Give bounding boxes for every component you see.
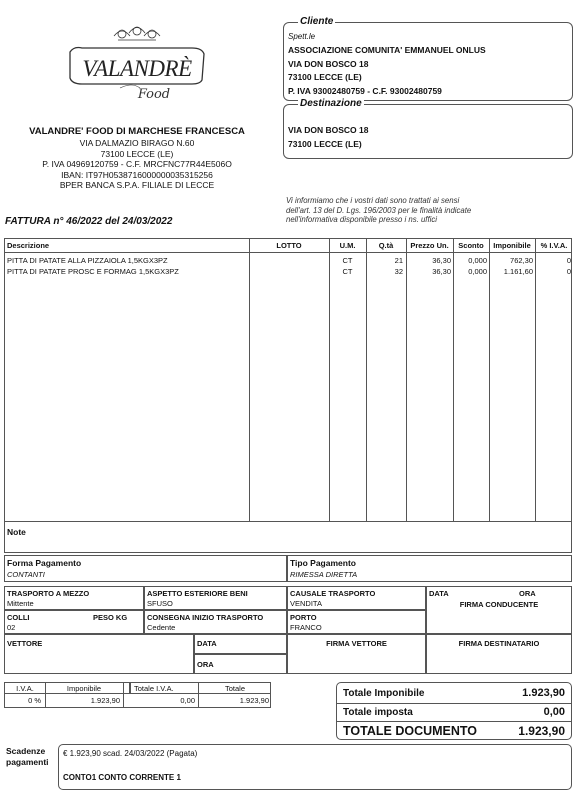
tipo-pagamento-value: RIMESSA DIRETTA [290, 570, 358, 579]
causale-label: CAUSALE TRASPORTO [290, 589, 376, 598]
destination-legend: Destinazione [300, 98, 362, 109]
destination-city: 73100 LECCE (LE) [288, 138, 362, 149]
forma-pagamento-value: CONTANTI [7, 570, 45, 579]
iva-summary-table [4, 682, 271, 708]
conto-line: CONTO1 CONTO CORRENTE 1 [63, 773, 181, 782]
peso-label: PESO KG [93, 613, 128, 622]
scadenze-box [58, 744, 572, 790]
col-iva: % I.V.A. [540, 241, 568, 250]
item-um: CT [342, 256, 353, 265]
trasporto-label: TRASPORTO A MEZZO [7, 589, 90, 598]
ora-label: ORA [519, 589, 536, 598]
colli-label: COLLI [7, 613, 30, 622]
causale-cell [287, 586, 426, 610]
iva-totale-header: Totale [224, 684, 245, 693]
col-um: U.M. [339, 241, 356, 250]
sender-address: VIA DALMAZIO BIRAGO N.60 [79, 138, 195, 148]
consegna-label: CONSEGNA INIZIO TRASPORTO [147, 613, 264, 622]
firma-destinatario-label: FIRMA DESTINATARIO [458, 639, 540, 648]
client-address: VIA DON BOSCO 18 [288, 58, 369, 69]
item-qta: 32 [394, 267, 403, 276]
porto-value: FRANCO [290, 623, 322, 632]
item-descrizione: PITTA DI PATATE ALLA PIZZAIOLA 1,5KGX3PZ [7, 256, 168, 265]
sender-iban: IBAN: IT97H0538716000000035315256 [61, 169, 213, 180]
porto-label: PORTO [290, 613, 317, 622]
scadenze-label: Scadenze pagamenti [6, 746, 49, 767]
totale-imponibile-label: Totale Imponibile [343, 688, 425, 699]
privacy-line: nell'informativa disponibile presso i ns. uffici [286, 215, 438, 224]
privacy-note [286, 196, 471, 225]
client-box [283, 16, 573, 101]
client-legend: Cliente [300, 16, 334, 27]
sender-vat: P. IVA 04969120759 - C.F. MRCFNC77R44E506O [42, 159, 232, 169]
scadenza-line: € 1.923,90 scad. 24/03/2022 (Pagata) [63, 749, 198, 758]
sender-bank: BPER BANCA S.P.A. FILIALE DI LECCE [59, 180, 215, 190]
iva-totale-iva-value: 0,00 [180, 696, 195, 705]
trasporto-cell [4, 586, 144, 610]
aspetto-value: SFUSO [147, 599, 173, 608]
vettore-data-label: DATA [197, 639, 217, 648]
item-iva: 0 [566, 256, 571, 265]
totale-imponibile-value: 1.923,90 [522, 687, 565, 699]
col-descrizione: Descrizione [7, 241, 50, 250]
firma-conducente-label: FIRMA CONDUCENTE [459, 600, 539, 609]
company-logo [62, 22, 212, 108]
svg-text:VALANDRÈ: VALANDRÈ [82, 56, 192, 81]
iva-imponibile-header: Imponibile [66, 684, 102, 693]
firma-vettore-label: FIRMA VETTORE [326, 639, 387, 648]
destination-address: VIA DON BOSCO 18 [288, 125, 369, 135]
destination-box [283, 98, 573, 159]
item-imponibile: 762,30 [510, 256, 533, 265]
tipo-pagamento-label: Tipo Pagamento [290, 558, 356, 568]
table-row [5, 256, 571, 266]
totals-box [336, 682, 572, 740]
item-descrizione: PITTA DI PATATE PROSC E FORMAG 1,5KGX3PZ [7, 267, 179, 276]
aspetto-label: ASPETTO ESTERIORE BENI [147, 589, 248, 598]
forma-pagamento-label: Forma Pagamento [7, 558, 82, 568]
vettore-data-cell [194, 634, 287, 654]
firma-vettore-cell [287, 634, 426, 674]
privacy-line: Vi informiamo che i vostri dati sono trattati ai sensi [286, 196, 460, 205]
item-sconto: 0,000 [468, 267, 487, 276]
totale-documento-value: 1.923,90 [518, 724, 565, 738]
client-city: 73100 LECCE (LE) [288, 72, 362, 82]
causale-value: VENDITA [290, 599, 322, 608]
iva-value: 0 % [28, 696, 41, 705]
col-prezzo: Prezzo Un. [410, 241, 449, 250]
items-table [4, 238, 572, 522]
svg-text:Food: Food [137, 87, 171, 102]
totale-imposta-label: Totale imposta [343, 707, 413, 718]
col-lotto: LOTTO [276, 241, 302, 250]
consegna-value: Cedente [147, 623, 176, 632]
client-spett: Spett.le [288, 32, 316, 41]
item-prezzo: 36,30 [432, 267, 451, 276]
porto-cell [287, 610, 426, 634]
privacy-line: dell'art. 13 del D. Lgs. 196/2003 per le finalità indicate [286, 205, 472, 215]
iva-totale-iva-header: Totale I.V.A. [134, 684, 174, 693]
table-row [5, 267, 571, 277]
item-sconto: 0,000 [468, 256, 487, 265]
tipo-pagamento-box [287, 555, 572, 582]
vettore-label: VETTORE [7, 639, 43, 648]
vettore-ora-label: ORA [197, 660, 214, 669]
item-iva: 0 [566, 267, 571, 276]
iva-header: I.V.A. [16, 684, 34, 693]
note-label: Note [7, 527, 26, 537]
sender-name: VALANDRE' FOOD DI MARCHESE FRANCESCA [29, 126, 245, 137]
sender-city: 73100 LECCE (LE) [100, 148, 174, 159]
colli-value: 02 [7, 623, 16, 632]
client-vat: P. IVA 93002480759 - C.F. 93002480759 [288, 85, 442, 96]
col-sconto: Sconto [458, 241, 484, 250]
forma-pagamento-box [4, 555, 287, 582]
col-imponibile: Imponibile [493, 241, 531, 250]
aspetto-cell [144, 586, 287, 610]
sender-block [4, 126, 270, 191]
item-imponibile: 1.161,60 [503, 267, 533, 276]
totale-imposta-value: 0,00 [543, 706, 565, 718]
trasporto-value: Mittente [7, 599, 34, 608]
col-qta: Q.tà [378, 241, 394, 250]
iva-imponibile-value: 1.923,90 [90, 696, 120, 705]
consegna-cell [144, 610, 287, 634]
vettore-cell [4, 634, 194, 674]
note-box [4, 521, 572, 553]
iva-totale-value: 1.923,90 [239, 696, 269, 705]
firma-conducente-cell [426, 586, 572, 634]
colli-cell [4, 610, 144, 634]
firma-destinatario-cell [426, 634, 572, 674]
totale-documento-label: TOTALE DOCUMENTO [343, 724, 478, 738]
invoice-title: FATTURA n° 46/2022 del 24/03/2022 [5, 216, 173, 227]
item-qta: 21 [394, 256, 403, 265]
client-name: ASSOCIAZIONE COMUNITA' EMMANUEL ONLUS [288, 45, 486, 55]
item-um: CT [342, 267, 353, 276]
data-label: DATA [429, 589, 449, 598]
item-prezzo: 36,30 [432, 256, 451, 265]
vettore-ora-cell [194, 654, 287, 674]
